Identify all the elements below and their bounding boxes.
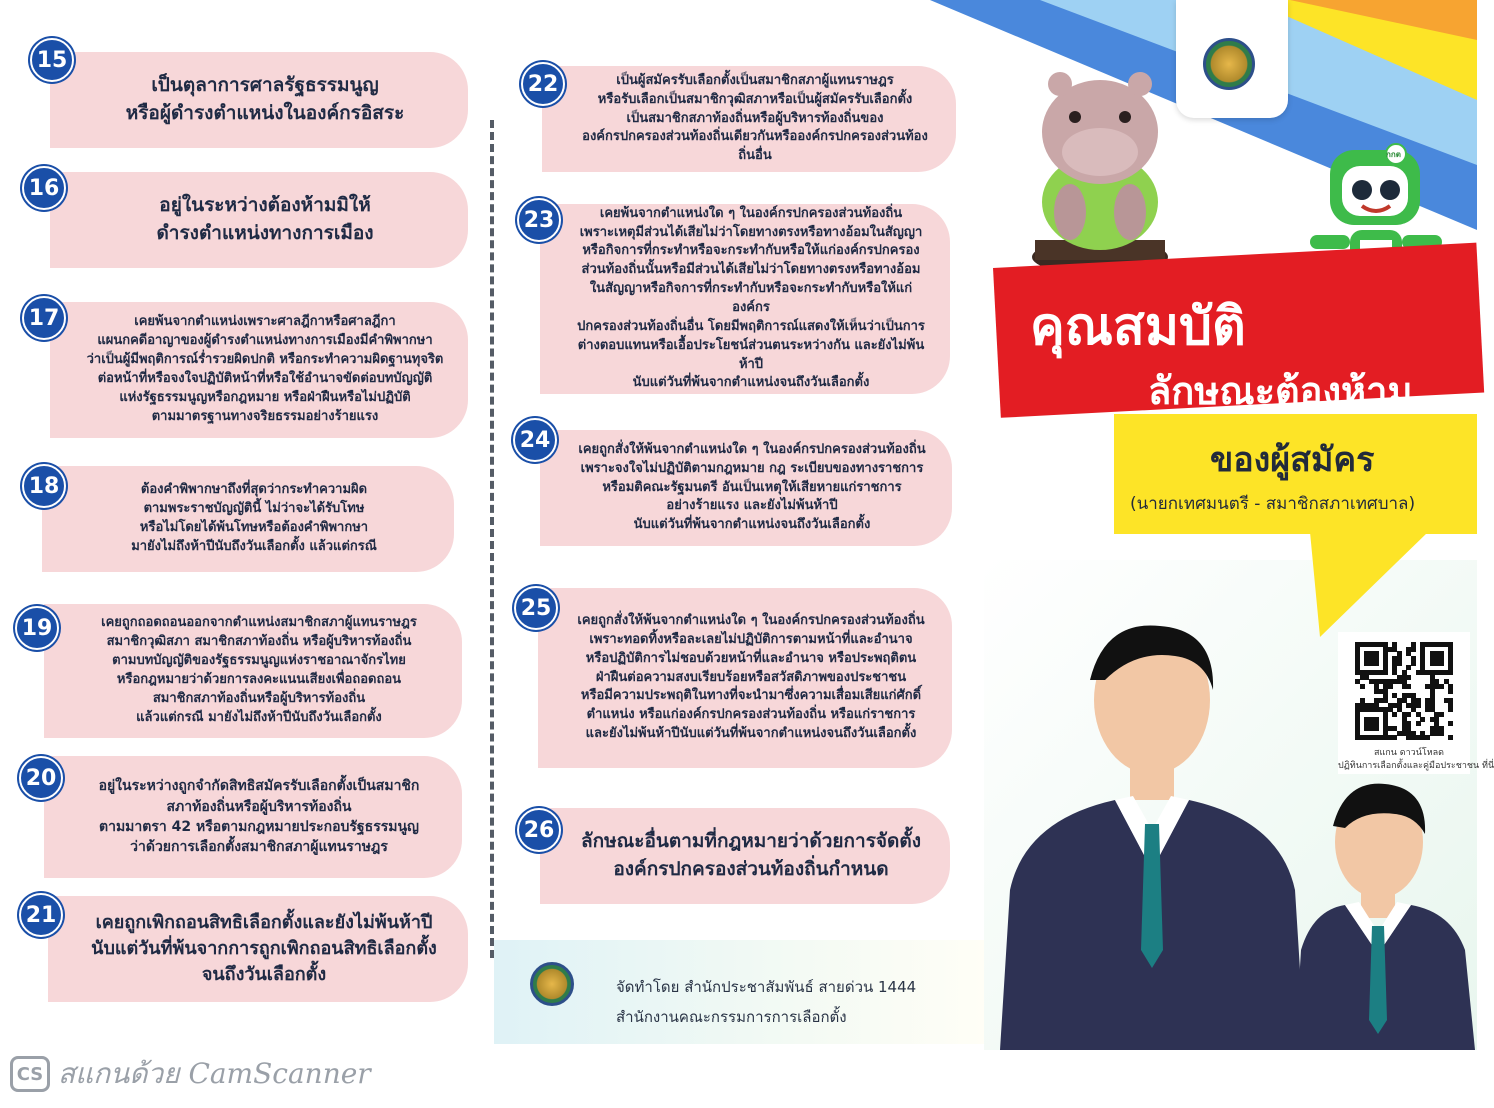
criteria-text: อยู่ในระหว่างต้องห้ามมิให้ ดำรงตำแหน่งทางการเมือง bbox=[156, 194, 374, 244]
criteria-card-15 bbox=[50, 52, 468, 148]
criteria-card-17 bbox=[50, 302, 468, 438]
criteria-card-24 bbox=[540, 430, 952, 546]
criteria-card-16 bbox=[50, 172, 468, 268]
number-badge: 20 bbox=[19, 756, 63, 800]
number-badge: 17 bbox=[22, 296, 66, 340]
qr-caption-line2: ปฏิทินการเลือกตั้งและคู่มือประชาชน ที่นี่ bbox=[1338, 761, 1494, 771]
number-badge: 18 bbox=[22, 464, 66, 508]
criteria-text: เป็นผู้สมัครรับเลือกตั้งเป็นสมาชิกสภาผู้แทนราษฎร หรือรับเลือกเป็นสมาชิกวุฒิสภาหรือเป็นผู้สมัครรับเลือกตั้ง เป็นสมาชิกสภาท้องถิ่นหรือผู้บริหารท้องถิ่นของ องค์กรปกครองส่วนท้องถิ่นเดียวกันหรือองค์กรปกครองส่วนท้องถิ่นอื่น bbox=[582, 72, 928, 164]
criteria-text: เป็นตุลาการศาลรัฐธรรมนูญ หรือผู้ดำรงตำแหน่งในองค์กรอิสระ bbox=[125, 74, 405, 124]
number-badge: 26 bbox=[517, 808, 561, 852]
number-badge: 19 bbox=[15, 606, 59, 650]
criteria-text: เคยถูกถอดถอนออกจากตำแหน่งสมาชิกสภาผู้แทนราษฎร สมาชิกวุฒิสภา สมาชิกสภาท้องถิ่น หรือผู้บริหารท้องถิ่น ตามบทบัญญัติของรัฐธรรมนูญแห่งราชอาณาจักรไทย หรือกฎหมายว่าด้วยการลงคะแนนเสียงเพื่อถอดถอน สมาชิกสภาท้องถิ่นหรือผู้บริหารท้องถิ่น แล้วแต่กรณี มายังไม่ถึงห้าปีนับถึงวันเลือกตั้ง bbox=[101, 615, 417, 725]
number-badge: 21 bbox=[19, 893, 63, 937]
number-badge: 22 bbox=[521, 62, 565, 106]
title-line2: ลักษณะต้องห้าม bbox=[1148, 369, 1413, 413]
criteria-text: ลักษณะอื่นตามที่กฎหมายว่าด้วยการจัดตั้ง องค์กรปกครองส่วนท้องถิ่นกำหนด bbox=[580, 830, 921, 880]
camscanner-watermark bbox=[10, 1054, 371, 1094]
criteria-card-19 bbox=[44, 604, 462, 738]
number-badge: 24 bbox=[513, 418, 557, 462]
criteria-card-18 bbox=[42, 466, 454, 572]
businessmen-illustration bbox=[995, 620, 1477, 1050]
criteria-card-22 bbox=[542, 66, 956, 172]
ect-logo-icon bbox=[1203, 38, 1255, 90]
criteria-card-25 bbox=[538, 588, 952, 768]
title-line1: คุณสมบัติ bbox=[1030, 297, 1246, 357]
criteria-card-23 bbox=[540, 204, 950, 394]
footer-line2: สำนักงานคณะกรรมการการเลือกตั้ง bbox=[616, 1008, 847, 1026]
number-badge: 25 bbox=[514, 586, 558, 630]
camscanner-text: สแกนด้วย CamScanner bbox=[58, 1057, 371, 1090]
criteria-text: เคยถูกเพิกถอนสิทธิเลือกตั้งและยังไม่พ้นห้าปี นับแต่วันที่พ้นจากการถูกเพิกถอนสิทธิเลือกตั้ง จนถึงวันเลือกตั้ง bbox=[91, 911, 437, 986]
mascot-badge-text: กกต bbox=[1386, 150, 1401, 159]
qr-caption-line1: สแกน ดาวน์โหลด bbox=[1374, 748, 1444, 758]
criteria-text: เคยพ้นจากตำแหน่งเพราะศาลฎีกาหรือศาลฎีกา แผนกคดีอาญาของผู้ดำรงตำแหน่งทางการเมืองมีคำพิพากษา ว่าเป็นผู้มีพฤติการณ์ร่ำรวยผิดปกติ หรือกระทำความผิดฐานทุจริต ต่อหน้าที่หรือจงใจปฏิบัติหน้าที่หรือใช้อำนาจขัดต่อบทบัญญัติ แห่งรัฐธรรมนูญหรือกฎหมาย หรือฝ่าฝืนหรือไม่ปฏิบัติ ตามมาตรฐานทางจริยธรรมอย่างร้ายแรง bbox=[86, 314, 444, 424]
criteria-text: เคยถูกสั่งให้พ้นจากตำแหน่งใด ๆ ในองค์กรปกครองส่วนท้องถิ่น เพราะทอดทิ้งหรือละเลยไม่ปฏิบัติการตามหน้าที่และอำนาจ หรือปฏิบัติการไม่ชอบด้วยหน้าที่และอำนาจ หรือประพฤติตน ฝ่าฝืนต่อความสงบเรียบร้อยหรือสวัสดิภาพของประชาชน หรือมีความประพฤติในทางที่จะนำมาซึ่งความเสื่อมเสียแก่ศักดิ์ ตำแหน่ง หรือแก่องค์กรปกครองส่วนท้องถิ่น หรือแก่ราชการ และยังไม่พ้นห้าปีนับแต่วันที่พ้นจากตำแหน่งจนถึงวันเลือกตั้ง bbox=[577, 613, 925, 742]
column-divider bbox=[490, 120, 494, 958]
camscanner-logo-icon: CS bbox=[10, 1056, 50, 1092]
hippo-mascot-icon bbox=[1015, 62, 1185, 282]
ect-footer-logo-icon bbox=[530, 962, 574, 1006]
number-badge: 23 bbox=[517, 198, 561, 242]
number-badge: 15 bbox=[30, 38, 74, 82]
title-subtitle: (นายกเทศมนตรี - สมาชิกสภาเทศบาล) bbox=[1130, 494, 1416, 514]
criteria-text: เคยถูกสั่งให้พ้นจากตำแหน่งใด ๆ ในองค์กรปกครองส่วนท้องถิ่น เพราะจงใจไม่ปฏิบัติตามกฎหมาย กฎ ระเบียบของทางราชการ หรือมติคณะรัฐมนตรี อันเป็นเหตุให้เสียหายแก่ราชการ อย่างร้ายแรง และยังไม่พ้นห้าปี นับแต่วันที่พ้นจากตำแหน่งจนถึงวันเลือกตั้ง bbox=[578, 441, 926, 533]
footer-line1: จัดทำโดย สำนักประชาสัมพันธ์ สายด่วน 1444 bbox=[616, 978, 917, 996]
criteria-card-26 bbox=[540, 808, 950, 904]
criteria-card-21 bbox=[48, 896, 468, 1002]
title-line3: ของผู้สมัคร bbox=[1210, 440, 1375, 480]
criteria-text: อยู่ในระหว่างถูกจำกัดสิทธิสมัครรับเลือกตั้งเป็นสมาชิก สภาท้องถิ่นหรือผู้บริหารท้องถิ่น ตามมาตรา 42 หรือตามกฎหมายประกอบรัฐธรรมนูญ ว่าด้วยการเลือกตั้งสมาชิกสภาผู้แทนราษฎร bbox=[98, 778, 420, 856]
number-badge: 16 bbox=[22, 166, 66, 210]
criteria-card-20 bbox=[44, 756, 462, 878]
criteria-text: เคยพ้นจากตำแหน่งใด ๆ ในองค์กรปกครองส่วนท้องถิ่น เพราะเหตุมีส่วนได้เสียไม่ว่าโดยทางตรงหรือทางอ้อมในสัญญา หรือกิจการที่กระทำหรือจะกระทำกับหรือให้แก่องค์กรปกครอง ส่วนท้องถิ่นนั้นหรือมีส่วนได้เสียไม่ว่าโดยทางตรงหรือทางอ้อม ในสัญญาหรือกิจการที่กระทำกับหรือจะกระทำกับหรือให้แก่องค์กร ปกครองส่วนท้องถิ่นอื่น โดยมีพฤติการณ์แสดงให้เห็นว่าเป็นการ ต่างตอบแทนหรือเอื้อประโยชน์ส่วนตนระหว่างกัน และยังไม่พ้นห้าปี นับแต่วันที่พ้นจากตำแหน่งจนถึงวันเลือกตั้ง bbox=[577, 205, 925, 391]
criteria-text: ต้องคำพิพากษาถึงที่สุดว่ากระทำความผิด ตามพระราชบัญญัตินี้ ไม่ว่าจะได้รับโทษ หรือไม่โดยได้พ้นโทษหรือต้องคำพิพากษา มายังไม่ถึงห้าปีนับถึงวันเลือกตั้ง แล้วแต่กรณี bbox=[131, 482, 377, 554]
